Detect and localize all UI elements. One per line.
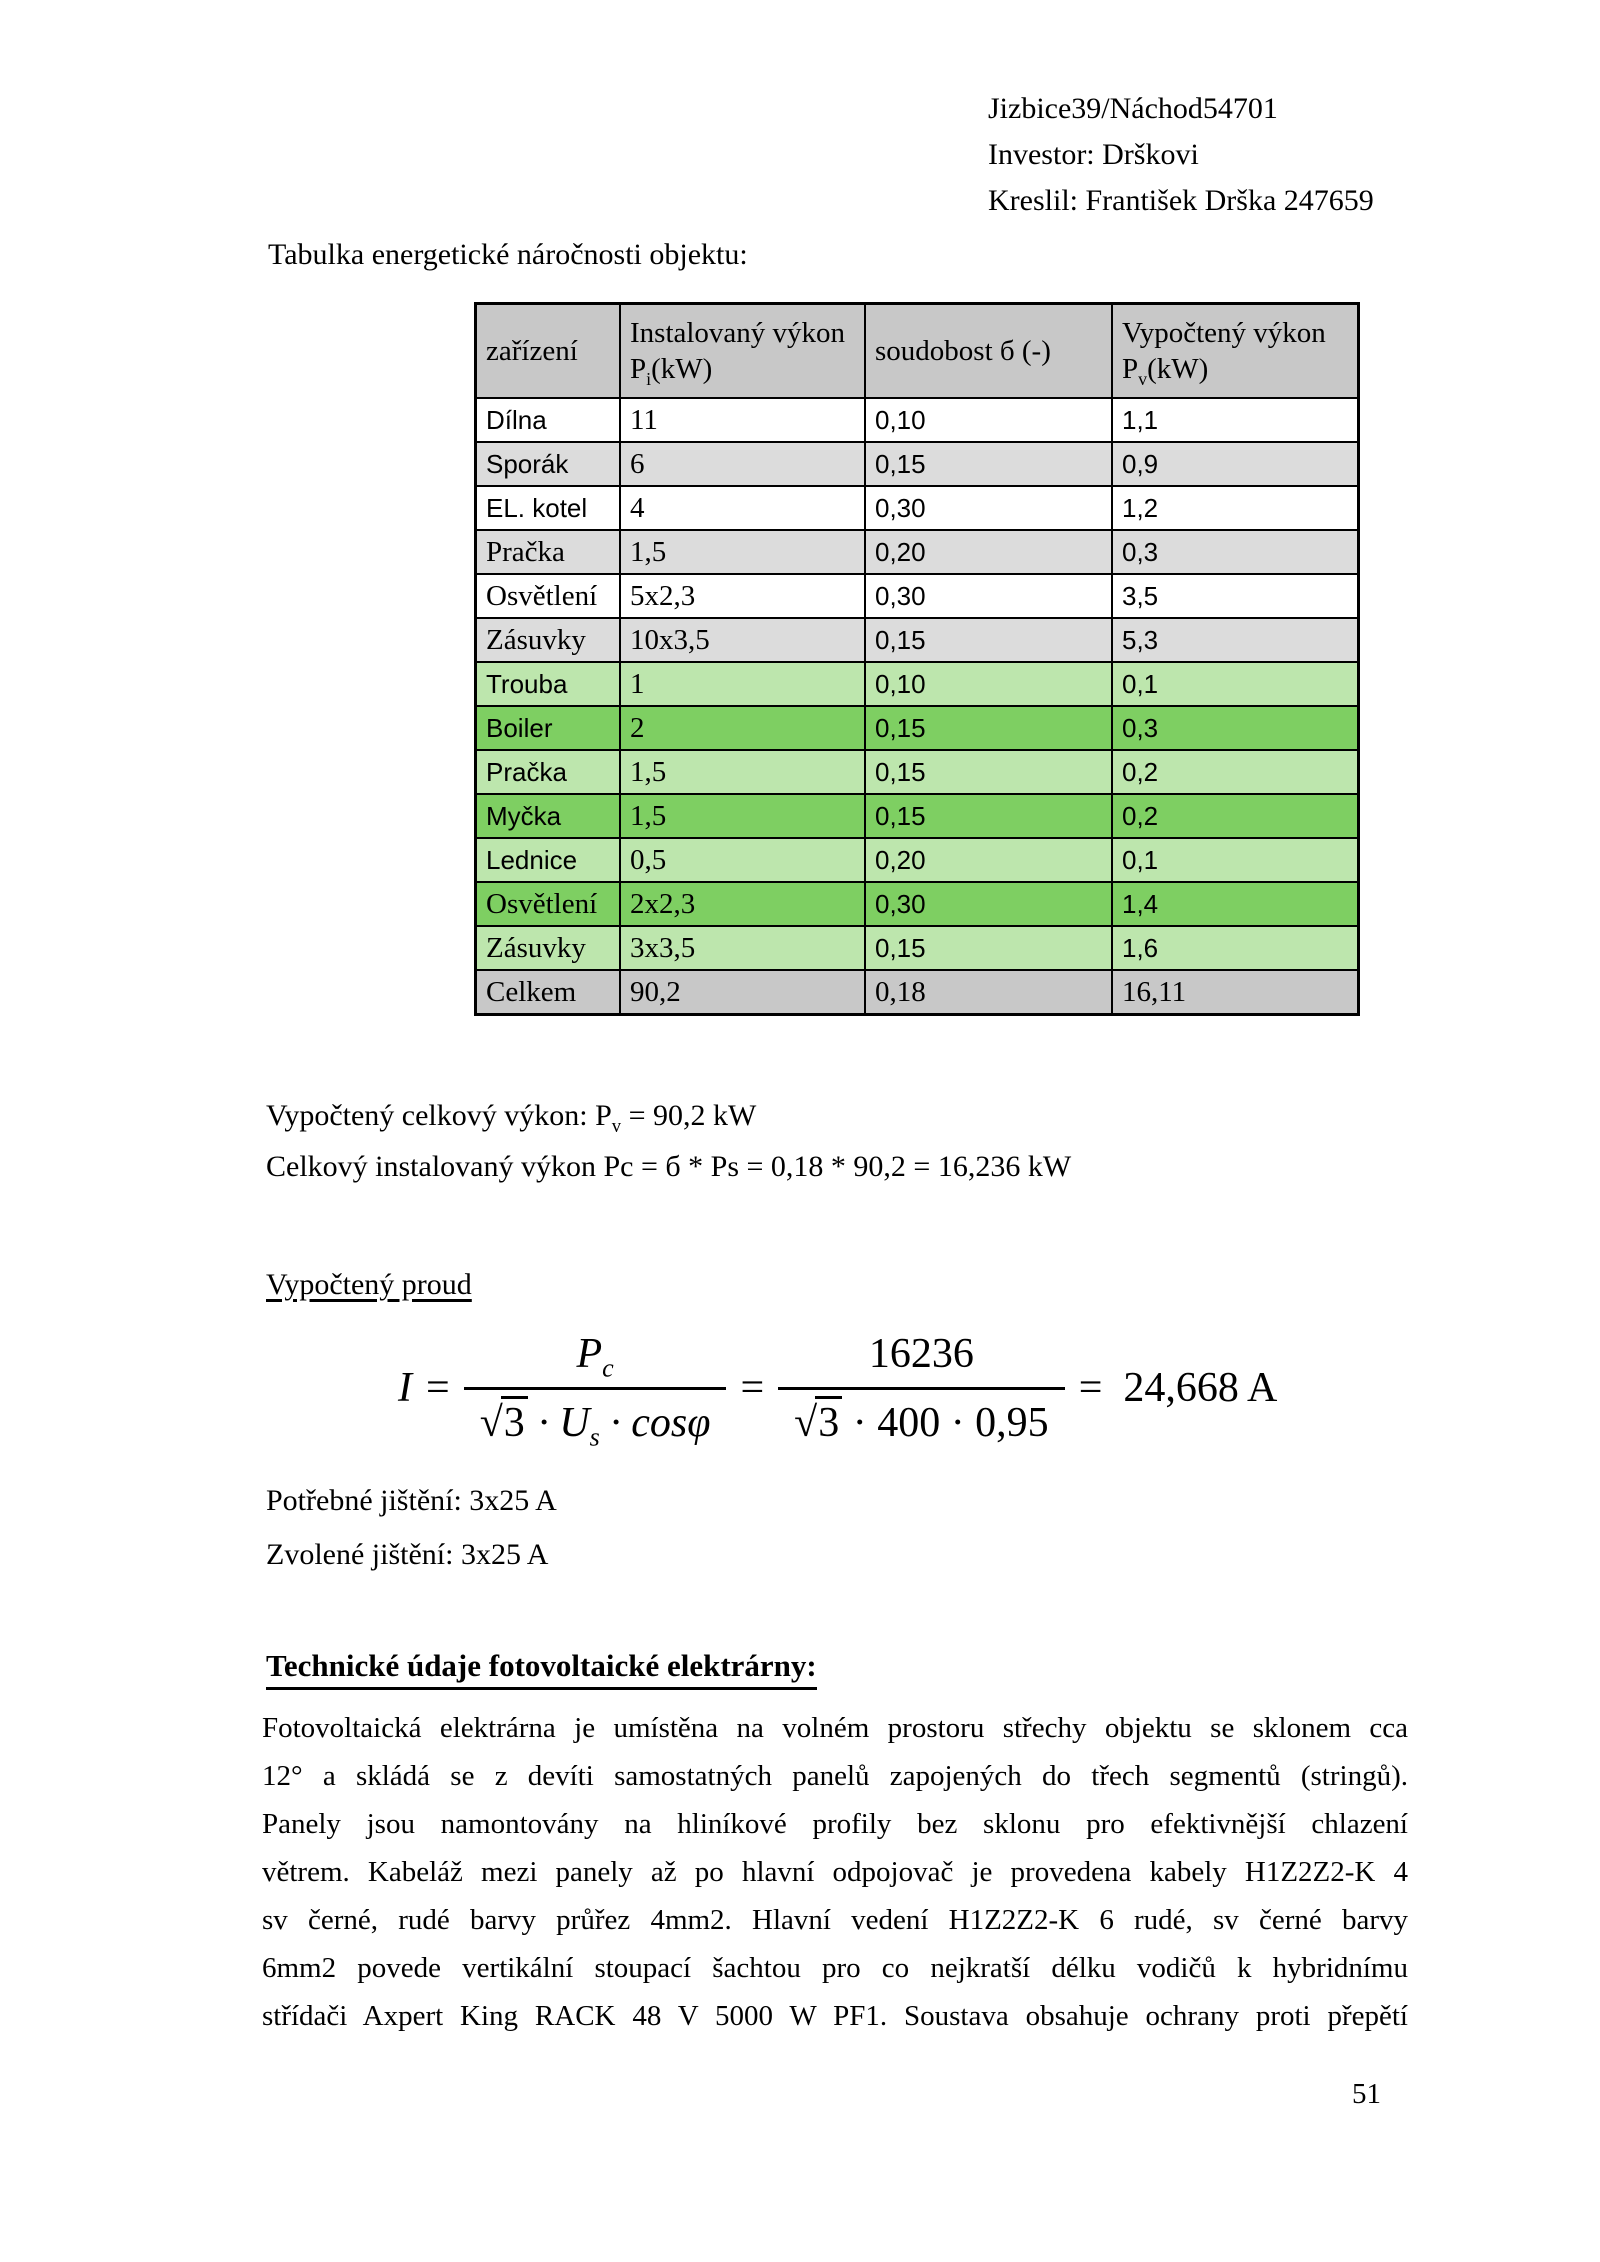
soudobost-cell: 0,15 <box>865 750 1112 794</box>
device-cell: Pračka <box>476 530 621 574</box>
computed-power-cell: 0,3 <box>1112 706 1359 750</box>
computed-power-cell: 0,2 <box>1112 794 1359 838</box>
computed-power-cell: 1,1 <box>1112 398 1359 442</box>
installed-power-cell: 2 <box>620 706 865 750</box>
header-computed-power: Vypočtený výkon $P_v(kW)$ <box>1112 304 1359 399</box>
sqrt-sign: √ <box>794 1399 818 1446</box>
soudobost-cell: 0,20 <box>865 530 1112 574</box>
equals-sign: = <box>426 1365 450 1411</box>
energy-table <box>474 302 1360 1016</box>
computed-power-cell: 0,2 <box>1112 750 1359 794</box>
table-row <box>476 838 1359 882</box>
installed-power-line: Celkový instalovaný výkon Pc = б * Ps = 0,18 * 90,2 = 16,236 kW <box>266 1150 1072 1183</box>
pv-paragraph <box>262 1706 1408 2042</box>
table-row <box>476 882 1359 926</box>
computed-power-cell: 3,5 <box>1112 574 1359 618</box>
computed-power-cell: 1,2 <box>1112 486 1359 530</box>
table-row <box>476 398 1359 442</box>
table-row <box>476 486 1359 530</box>
installed-power-cell: 3x3,5 <box>620 926 865 970</box>
computed-total-power-line: Vypočtený celkový výkon: $P_v = 90,2$ kW <box>266 1099 757 1137</box>
device-cell: Zásuvky <box>476 618 621 662</box>
soudobost-cell: 0,15 <box>865 794 1112 838</box>
table-header-row <box>476 304 1359 399</box>
computed-power-cell: 16,11 <box>1112 970 1359 1015</box>
header-line-author: Kreslil: František Drška 247659 <box>988 184 1374 217</box>
device-cell: Trouba <box>476 662 621 706</box>
table-row <box>476 750 1359 794</box>
paragraph-line: Fotovoltaická elektrárna je umístěna na volném prostoru střechy objektu se sklonem cca <box>262 1712 1408 1744</box>
table-row <box>476 574 1359 618</box>
symbolic-fraction: $\frac{P_c}{√3 \cdot U_s \cdot \cos\varphi}$ <box>464 1330 727 1447</box>
equals-sign: = <box>740 1365 765 1411</box>
soudobost-cell: 0,15 <box>865 618 1112 662</box>
device-cell: Osvětlení <box>476 574 621 618</box>
sqrt-sign: √ <box>479 1399 503 1446</box>
paragraph-line: střídači Axpert King RACK 48 V 5000 W PF1. Soustava obsahuje ochrany proti přepětí <box>262 2000 1408 2032</box>
computed-power-cell: 0,3 <box>1112 530 1359 574</box>
installed-power-cell: 4 <box>620 486 865 530</box>
table-row <box>476 662 1359 706</box>
table-row <box>476 926 1359 970</box>
computed-power-cell: 0,1 <box>1112 838 1359 882</box>
table-row <box>476 706 1359 750</box>
soudobost-cell: 0,15 <box>865 926 1112 970</box>
table-row <box>476 530 1359 574</box>
computed-power-cell: 1,4 <box>1112 882 1359 926</box>
header-soudobost: soudobost б (-) <box>865 304 1112 399</box>
header-line-location: Jizbice39/Náchod54701 <box>988 92 1278 125</box>
installed-power-cell: 1 <box>620 662 865 706</box>
protection-block <box>266 1474 557 1582</box>
document-header <box>988 86 1374 224</box>
device-cell: Celkem <box>476 970 621 1015</box>
paragraph-line: 12° a skládá se z devíti samostatných panelů zapojených do třech segmentů (stringů). <box>262 1760 1408 1792</box>
header-line-investor: Investor: Drškovi <box>988 138 1199 171</box>
device-cell: Myčka <box>476 794 621 838</box>
table-row <box>476 794 1359 838</box>
installed-power-cell: 10x3,5 <box>620 618 865 662</box>
computed-power-cell: 0,1 <box>1112 662 1359 706</box>
installed-power-cell: 1,5 <box>620 530 865 574</box>
device-cell: Boiler <box>476 706 621 750</box>
numeric-fraction: $\frac{16236}{√3 \cdot 400 \cdot 0,95}$ <box>778 1330 1065 1447</box>
power-summary <box>266 1090 1071 1192</box>
installed-power-cell: 0,5 <box>620 838 865 882</box>
soudobost-cell: 0,18 <box>865 970 1112 1015</box>
paragraph-line: Panely jsou namontovány na hliníkové profily bez sklonu pro efektivnější chlazení <box>262 1808 1408 1840</box>
soudobost-cell: 0,20 <box>865 838 1112 882</box>
installed-power-cell: 11 <box>620 398 865 442</box>
soudobost-cell: 0,10 <box>865 662 1112 706</box>
energy-table-body <box>476 398 1359 1015</box>
formula-symbol: I <box>398 1365 412 1411</box>
table-row <box>476 618 1359 662</box>
installed-power-cell: 2x2,3 <box>620 882 865 926</box>
page-number: 51 <box>1352 2078 1381 2110</box>
device-cell: Pračka <box>476 750 621 794</box>
installed-power-cell: 6 <box>620 442 865 486</box>
header-device: zařízení <box>476 304 621 399</box>
soudobost-cell: 0,10 <box>865 398 1112 442</box>
installed-power-cell: 90,2 <box>620 970 865 1015</box>
installed-power-cell: 1,5 <box>620 750 865 794</box>
formula-result: = 24,668 A <box>1078 1365 1278 1411</box>
paragraph-line: větrem. Kabeláž mezi panely až po hlavní odpojovač je provedena kabely H1Z2Z2-K 4 <box>262 1856 1408 1888</box>
header-installed-power: Instalovaný výkon $P_i(kW)$ <box>620 304 865 399</box>
device-cell: Lednice <box>476 838 621 882</box>
paragraph-line: 6mm2 povede vertikální stoupací šachtou pro co nejkratší délku vodičů k hybridnímu <box>262 1952 1408 1984</box>
required-protection-line: Potřebné jištění: 3x25 A <box>266 1484 557 1517</box>
soudobost-cell: 0,15 <box>865 706 1112 750</box>
soudobost-cell: 0,30 <box>865 574 1112 618</box>
table-row <box>476 970 1359 1015</box>
device-cell: Sporák <box>476 442 621 486</box>
device-cell: Zásuvky <box>476 926 621 970</box>
pv-section-heading: Technické údaje fotovoltaické elektrárny: <box>266 1648 817 1690</box>
soudobost-cell: 0,15 <box>865 442 1112 486</box>
installed-power-cell: 1,5 <box>620 794 865 838</box>
selected-protection-line: Zvolené jištění: 3x25 A <box>266 1538 549 1571</box>
computed-power-cell: 0,9 <box>1112 442 1359 486</box>
soudobost-cell: 0,30 <box>865 486 1112 530</box>
computed-power-cell: 5,3 <box>1112 618 1359 662</box>
current-section-heading: Vypočtený proud <box>266 1268 472 1301</box>
paragraph-line: sv černé, rudé barvy průřez 4mm2. Hlavní vedení H1Z2Z2-K 6 rudé, sv černé barvy <box>262 1904 1408 1936</box>
table-title: Tabulka energetické náročnosti objektu: <box>268 238 748 271</box>
device-cell: Osvětlení <box>476 882 621 926</box>
device-cell: EL. kotel <box>476 486 621 530</box>
computed-power-cell: 1,6 <box>1112 926 1359 970</box>
current-formula <box>398 1318 1277 1458</box>
soudobost-cell: 0,30 <box>865 882 1112 926</box>
table-row <box>476 442 1359 486</box>
device-cell: Dílna <box>476 398 621 442</box>
installed-power-cell: 5x2,3 <box>620 574 865 618</box>
